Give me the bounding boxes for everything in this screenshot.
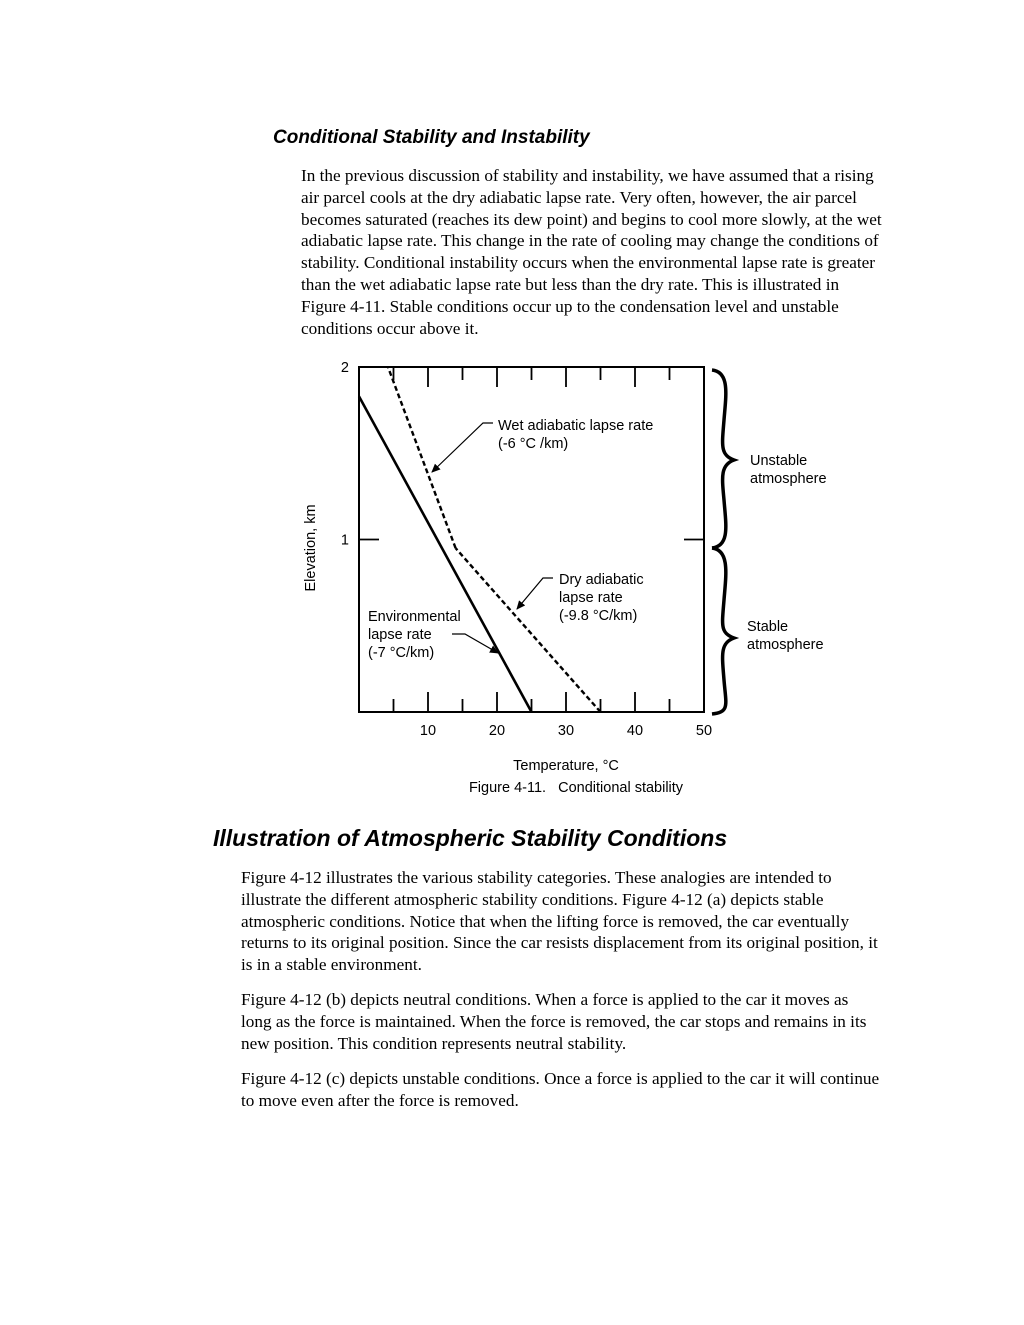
environmental-label <box>368 609 461 661</box>
axis-tick-labels <box>341 360 712 739</box>
x-tick-label: 30 <box>557 723 575 739</box>
wet-label-line-2: (-6 °C /km) <box>498 436 569 452</box>
section-subheading: Conditional Stability and Instability <box>273 127 590 148</box>
env-label-line-2: lapse rate <box>368 627 432 643</box>
body-paragraph-1: Figure 4-12 illustrates the various stability categories. These analogies are intended to illustrate the different atmospheric stability conditions. Figure 4-12 (a) depicts stable atmospheric conditions. Notice that when the lifting force is removed, the car eventually returns to its original position. Since the car resists displacement from its original position, it is in a stable environment. <box>241 868 878 975</box>
unstable-brace-icon <box>712 370 734 548</box>
wet-label-arrow <box>432 423 493 472</box>
y-axis-label: Elevation, km <box>303 504 319 592</box>
series-line-wet-adiabatic-lapse-rate <box>388 367 456 548</box>
unstable-line-2: atmosphere <box>750 471 827 487</box>
env-label-arrow <box>452 634 498 653</box>
stable-brace-icon <box>712 548 734 714</box>
body-paragraph-2: Figure 4-12 (b) depicts neutral conditions. When a force is applied to the car it moves as long as the force is maintained. When the force is removed, the car stops and remains in its new position. This condition represents neutral stability. <box>241 990 867 1053</box>
intro-paragraph: In the previous discussion of stability and instability, we have assumed that a rising air parcel cools at the dry adiabatic lapse rate. Very often, however, the air parcel becomes saturated (reaches its dew point) and begins to cool more slowly, at the wet adiabatic lapse rate. This change in the rate of cooling may change the conditions of stability. Conditional instability occurs when the environmental lapse rate is greater than the wet adiabatic lapse rate but less than the dry rate. This is illustrated in Figure 4-11. Stable conditions occur up to the condensation level and unstable conditions occur above it. <box>301 166 882 338</box>
unstable-annotation <box>750 453 827 487</box>
series-line-environmental-lapse-rate <box>359 396 532 712</box>
env-label-line-3: (-7 °C/km) <box>368 645 435 661</box>
wet-label-line-1: Wet adiabatic lapse rate <box>498 418 654 434</box>
x-axis-label: Temperature, °C <box>513 758 619 774</box>
stable-line-1: Stable <box>747 619 789 635</box>
dry-label-line-1: Dry adiabatic <box>559 572 644 588</box>
x-tick-label: 40 <box>626 723 644 739</box>
chart-series <box>359 367 601 712</box>
figure-caption: Figure 4-11. Conditional stability <box>468 780 684 796</box>
section-heading: Illustration of Atmospheric Stability Conditions <box>213 825 728 851</box>
plot-frame <box>359 367 704 712</box>
y-tick-label: 1 <box>340 532 349 549</box>
stable-annotation <box>747 619 824 653</box>
x-tick-label: 10 <box>419 723 437 739</box>
wet-adiabatic-label <box>498 418 653 452</box>
unstable-line-1: Unstable <box>750 453 808 469</box>
dry-label-arrow <box>517 578 553 609</box>
env-label-line-1: Environmental <box>368 609 461 625</box>
dry-label-line-2: lapse rate <box>559 590 623 606</box>
y-tick-label: 2 <box>340 360 349 376</box>
dry-label-line-3: (-9.8 °C/km) <box>559 608 638 624</box>
axis-ticks <box>359 367 704 712</box>
series-line-dry-adiabatic-lapse-rate <box>456 548 601 712</box>
x-tick-label: 20 <box>488 723 506 739</box>
stable-line-2: atmosphere <box>747 637 824 653</box>
dry-adiabatic-label <box>559 572 644 624</box>
x-tick-label: 50 <box>695 723 713 739</box>
body-paragraph-3: Figure 4-12 (c) depicts unstable conditions. Once a force is applied to the car it will continue to move even after the force is removed. <box>241 1069 880 1110</box>
